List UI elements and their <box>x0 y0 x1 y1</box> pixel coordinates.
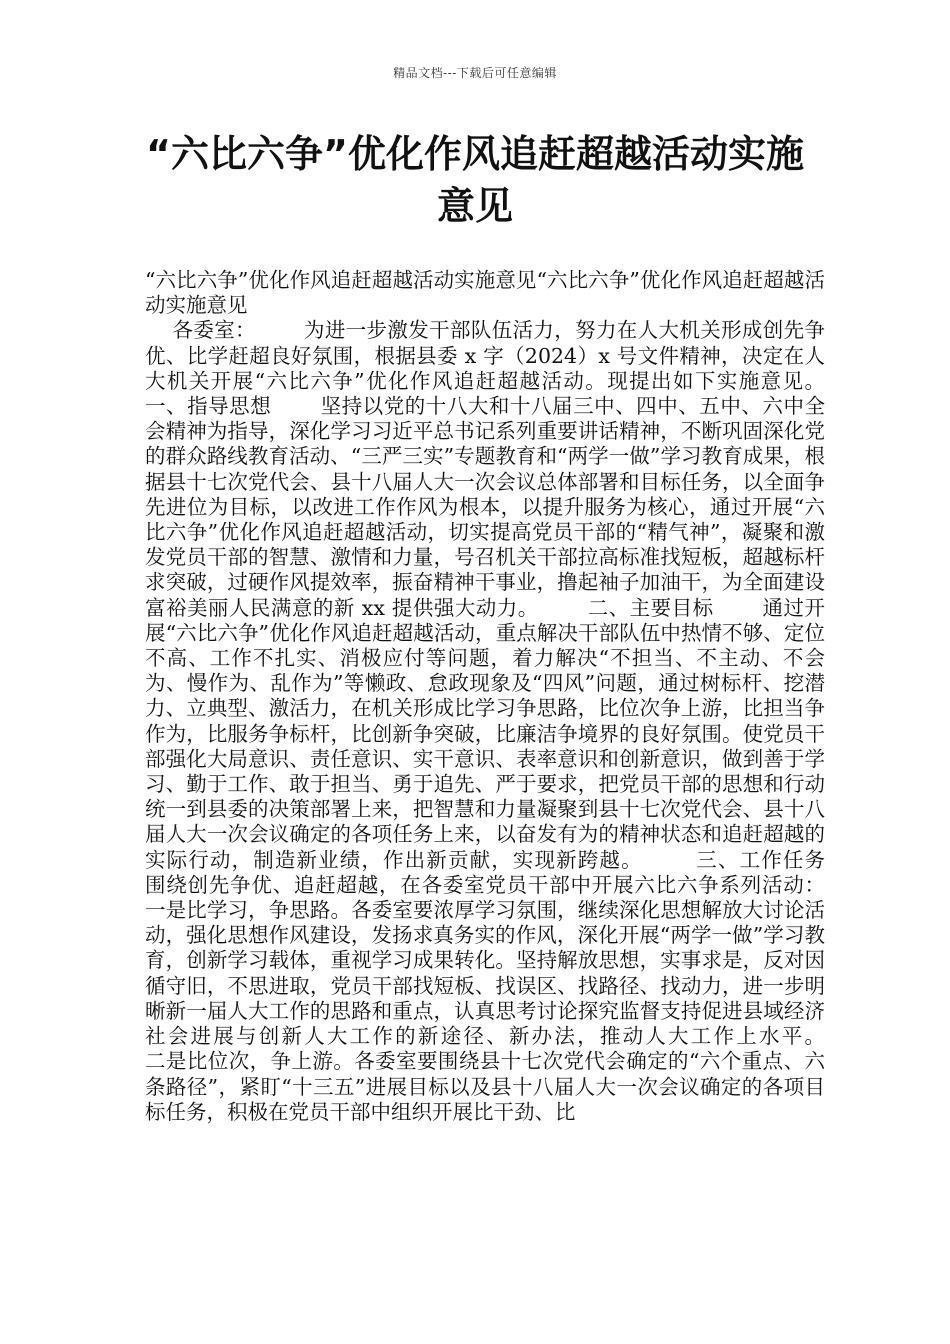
document-title: “六比六争”优化作风追赶超越活动实施意见 <box>146 132 804 228</box>
header-note: 精品文档---下载后可任意编辑 <box>393 66 557 80</box>
document-body: “六比六争”优化作风追赶超越活动实施意见“六比六争”优化作风追赶超越活动实施意见 各委室： 为进一步激发干部队伍活力，努力在人大机关形成创先争优、比学赶超良好氛围，根据县委 x 字（2024）x 号文件精神，决定在人大机关开展“六比六争”优化作风追赶超越活动。现提出如下实施意见。 一、指导思想 坚持以党的十八大和十八届三中、四中、五中、六中全会精神为指导，深化学习习近平总书记系列重要讲话精神，不断巩固深化党的群众路线教育活动、“三严三实”专题教育和“两学一做”学习教育成果，根据县十七次党代会、县十八届人大一次会议总体部署和目标任务，以全面争先进位为目标，以改进工作作风为根本，以提升服务为核心，通过开展“六比六争”优化作风追赶超越活动，切实提高党员干部的“精气神”，凝聚和激发党员干部的智慧、激情和力量，号召机关干部拉高标准找短板，超越标杆求突破，过硬作风提效率，振奋精神干事业，撸起袖子加油干，为全面建设富裕美丽人民满意的新 xx 提供强大动力。 二、主要目标 通过开展“六比六争”优化作风追赶超越活动，重点解决干部队伍中热情不够、定位不高、工作不扎实、消极应付等问题，着力解决“不担当、不主动、不会为、慢作为、乱作为”等懒政、怠政现象及“四风”问题，通过树标杆、挖潜力、立典型、激活力，在机关形成比学习争思路，比位次争上游，比担当争作为，比服务争标杆，比创新争突破，比廉洁争境界的良好氛围。使党员干部强化大局意识、责任意识、实干意识、表率意识和创新意识，做到善于学习、勤于工作、敢于担当、勇于追先、严于要求，把党员干部的思想和行动统一到县委的决策部署上来，把智慧和力量凝聚到县十七次党代会、县十八届人大一次会议确定的各项任务上来，以奋发有为的精神状态和追赶超越的实际行动，制造新业绩，作出新贡献，实现新跨越。 三、工作任务 围绕创先争优、追赶超越，在各委室党员干部中开展六比六争系列活动： 一是比学习，争思路。各委室要浓厚学习氛围，继续深化思想解放大讨论活动，强化思想作风建设，发扬求真务实的作风，深化开展“两学一做”学习教育，创新学习载体，重视学习成果转化。坚持解放思想，实事求是，反对因循守旧，不思进取，党员干部找短板、找误区、找路径、找动力，进一步明晰新一届人大工作的思路和重点，认真思考讨论探究监督支持促进县域经济社会进展与创新人大工作的新途径、新办法，推动人大工作上水平。 二是比位次，争上游。各委室要围绕县十七次党代会确定的“六个重点、六条路径”，紧盯“十三五”进展目标以及县十八届人大一次会议确定的各项目标任务，积极在党员干部中组织开展比干劲、比 <box>145 268 825 1124</box>
